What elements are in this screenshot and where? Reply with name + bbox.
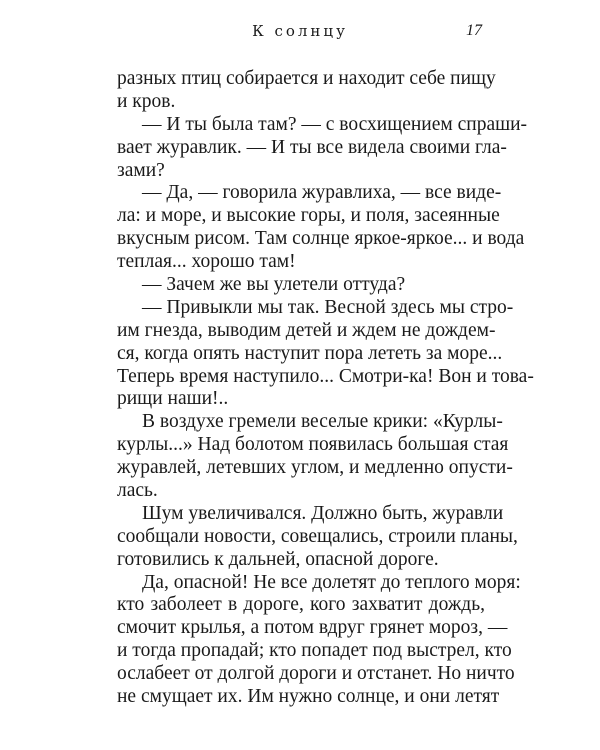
text-line: — Да, — говорила журавлиха, — все виде- [142, 182, 502, 204]
chapter-title: К солнцу [252, 22, 348, 40]
text-line: разных птиц собирается и находит себе пищу [117, 68, 496, 89]
text-line: кто заболеет в дороге, кого захватит дождь, [117, 594, 485, 616]
text-line: теплая... хорошо там! [117, 251, 296, 273]
running-head [0, 22, 600, 46]
text-line: — Зачем же вы улетели оттуда? [142, 274, 406, 296]
text-line: Шум увеличивался. Должно быть, журавли [142, 502, 504, 524]
text-line: лась. [117, 480, 158, 502]
text-line: В воздухе гремели веселые крики: «Курлы- [142, 411, 503, 433]
text-line: и кров. [117, 90, 176, 112]
text-line: ся, когда опять наступит пора лететь за море... [117, 342, 503, 364]
text-line: вкусным рисом. Там солнце яркое-яркое... и вода [117, 228, 525, 250]
text-line: готовились к дальней, опасной дороге. [117, 548, 439, 570]
text-line: рищи наши!.. [117, 388, 229, 410]
text-line: Да, опасной! Не все долетят до теплого моря: [142, 571, 521, 593]
text-line: вает журавлик. — И ты все видела своими гла- [117, 136, 507, 158]
text-line: Теперь время наступило... Смотри-ка! Вон и това- [117, 365, 534, 387]
text-line: сообщали новости, совещались, строили планы, [117, 525, 518, 547]
text-line: журавлей, летевших углом, и медленно опусти- [117, 457, 513, 479]
text-line: — И ты была там? — с восхищением спраши- [142, 113, 528, 135]
text-line: смочит крылья, а потом вдруг грянет мороз, — [117, 617, 508, 639]
text-line: зами? [117, 159, 165, 181]
text-line: — Привыкли мы так. Весной здесь мы стро- [142, 296, 514, 318]
text-line: курлы...» Над болотом появилась большая стая [117, 434, 509, 456]
body-text [117, 68, 534, 709]
text-line: и тогда пропадай; кто попадет под выстрел, кто [117, 640, 512, 662]
text-line: ла: и море, и высокие горы, и поля, засеянные [117, 205, 500, 227]
text-line: не смущает их. Им нужно солнце, и они летят [117, 686, 500, 708]
text-line: ослабеет от долгой дороги и отстанет. Но ничто [117, 663, 515, 685]
page-number: 17 [466, 22, 482, 39]
text-line: им гнезда, выводим детей и ждем не дождем- [117, 319, 496, 341]
